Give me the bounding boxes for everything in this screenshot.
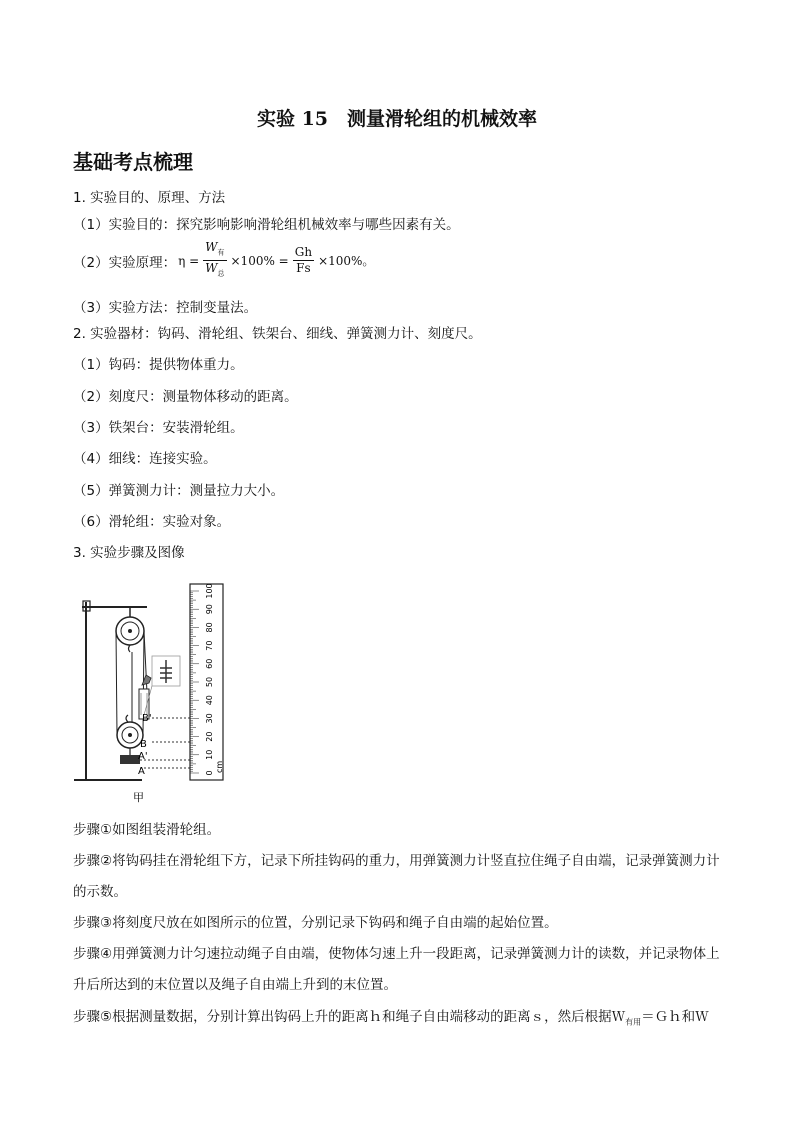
ruler-label: 40 (205, 695, 214, 706)
item-purpose: （1）实验目的：探究影响影响滑轮组机械效率与哪些因素有关。 (73, 217, 460, 233)
label-b: B (140, 739, 147, 750)
ruler-label: 90 (205, 604, 214, 615)
ruler-label: 70 (205, 640, 214, 651)
ruler-label: 0 (205, 770, 214, 776)
eta-symbol: η = (178, 253, 200, 268)
fs-denominator: Fs (296, 261, 311, 276)
ruler-label: 20 (205, 731, 214, 742)
heading-purpose: 1. 实验目的、原理、方法 (73, 190, 226, 206)
step-1: 步骤①如图组装滑轮组。 (73, 822, 221, 838)
w-useful: W (205, 240, 218, 254)
heading-steps: 3. 实验步骤及图像 (73, 545, 185, 561)
equip-stand: （3）铁架台：安装滑轮组。 (73, 420, 244, 436)
equip-spring-scale: （5）弹簧测力计：测量拉力大小。 (73, 483, 285, 499)
ruler-unit: cm (215, 760, 224, 773)
work-fraction (203, 240, 226, 282)
w-total-sub: 总 (217, 269, 225, 278)
step-5 (73, 1002, 733, 1038)
step-3: 步骤③将刻度尺放在如图所示的位置，分别记录下钩码和绳子自由端的起始位置。 (73, 915, 558, 931)
step-5-text-b: ＝Ｇｈ和Ｗ (641, 1009, 709, 1025)
gh-numerator: Gh (294, 245, 313, 260)
step-4: 步骤④用弹簧测力计匀速拉动绳子自由端，使物体匀速上升一段距离，记录弹簧测力计的读数，并记录物体上升后所达到的末位置以及绳子自由端上升到的末位置。 (73, 946, 720, 993)
pulley-figure (72, 575, 232, 810)
ruler-label: 50 (205, 676, 214, 688)
w-total: W (205, 261, 218, 276)
label-a: A (138, 766, 145, 777)
ruler-label: 60 (205, 658, 214, 669)
equip-ruler: （2）刻度尺：测量物体移动的距离。 (73, 389, 298, 405)
ruler-label: 30 (205, 713, 214, 724)
equip-weights: （1）钩码：提供物体重力。 (73, 357, 244, 373)
ruler-label: 100 (205, 583, 214, 599)
gh-fs-fraction (293, 245, 314, 276)
page-title: 实验 15 测量滑轮组的机械效率 (256, 108, 538, 130)
principle-formula (73, 240, 376, 282)
principle-label: （2）实验原理： (73, 254, 177, 271)
step-5-text-a: 步骤⑤根据测量数据，分别计算出钩码上升的距离ｈ和绳子自由端移动的距离ｓ，然后根据Ｗ (73, 1009, 626, 1025)
figure-caption: 甲 (133, 791, 144, 804)
step-2: 步骤②将钩码挂在滑轮组下方，记录下所挂钩码的重力，用弹簧测力计竖直拉住绳子自由端，记录弹簧测力计的示数。 (73, 853, 720, 900)
w-useful-sub: 有 (217, 248, 225, 257)
section-heading: 基础考点梳理 (73, 150, 193, 174)
equip-pulley: （6）滑轮组：实验对象。 (73, 514, 231, 530)
label-b-prime: B' (142, 713, 152, 724)
ruler-label: 80 (205, 622, 214, 633)
ruler-label: 10 (205, 749, 214, 760)
label-a-prime: A' (138, 751, 148, 762)
heading-equipment: 2. 实验器材：钩码、滑轮组、铁架台、细线、弹簧测力计、刻度尺。 (73, 326, 482, 342)
equip-string: （4）细线：连接实验。 (73, 451, 217, 467)
times-hundred-1: ×100% = (230, 253, 289, 268)
step-5-sub: 有用 (625, 1017, 642, 1027)
item-method: （3）实验方法：控制变量法。 (73, 300, 258, 316)
times-hundred-2: ×100%。 (318, 254, 375, 269)
